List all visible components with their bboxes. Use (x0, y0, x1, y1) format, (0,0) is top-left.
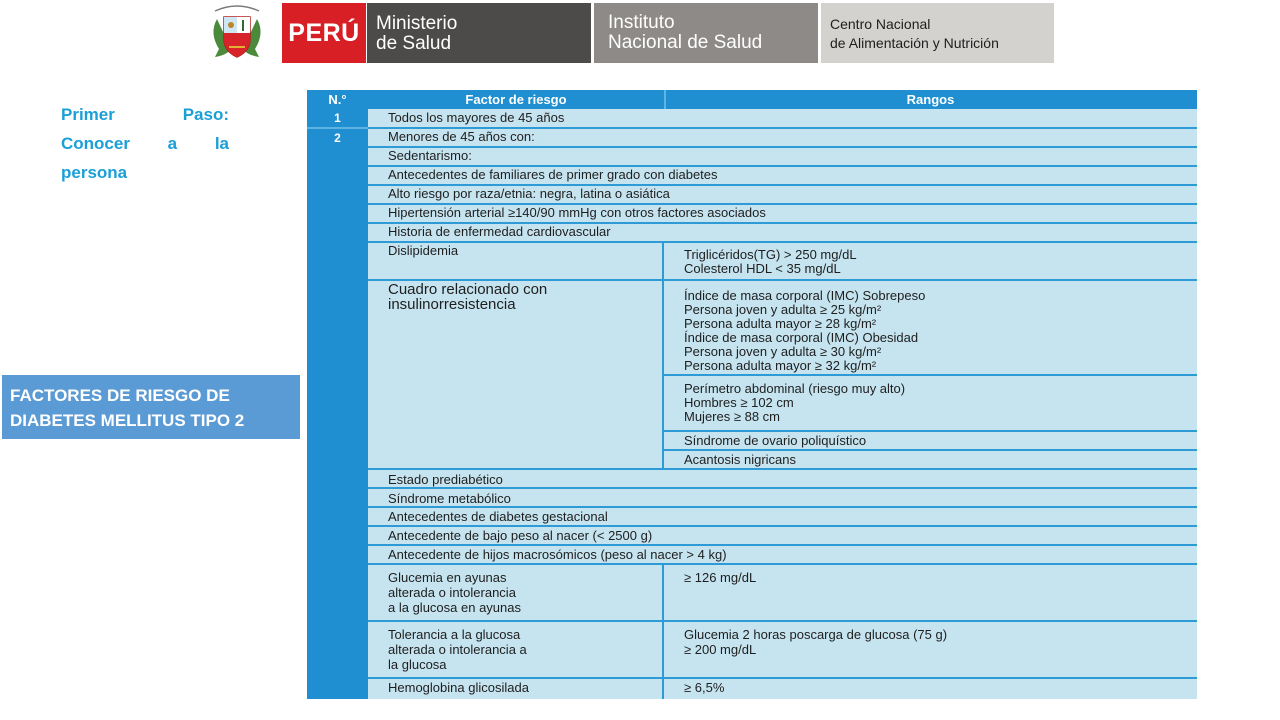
table-cell: Cuadro relacionado con (388, 281, 548, 298)
number-column (307, 109, 368, 699)
range-cell: Colesterol HDL < 35 mg/dL (684, 261, 841, 276)
table-cell: alterada o intolerancia (388, 585, 516, 600)
row-line (368, 487, 1197, 489)
table-cell: Antecedente de hijos macrosómicos (peso al nacer > 4 kg) (388, 547, 727, 562)
range-cell: Persona adulta mayor ≥ 32 kg/m² (684, 358, 877, 373)
table-cell: Historia de enfermedad cardiovascular (388, 224, 611, 239)
header-divider (664, 90, 666, 109)
number-separator (307, 127, 368, 129)
country-label: PERÚ (288, 18, 360, 47)
table-cell: Menores de 45 años con: (388, 129, 535, 144)
center-line-2: de Alimentación y Nutrición (830, 35, 999, 51)
table-header (307, 90, 1197, 109)
range-cell: Mujeres ≥ 88 cm (684, 409, 780, 424)
table-cell: Hipertensión arterial ≥140/90 mmHg con otros factores asociados (388, 205, 766, 220)
institute-logo (594, 3, 818, 63)
table-cell: Hemoglobina glicosilada (388, 680, 529, 695)
step-word: a (167, 134, 178, 153)
peru-logo (282, 3, 366, 63)
table-cell: a la glucosa en ayunas (388, 600, 521, 615)
range-cell: Persona joven y adulta ≥ 25 kg/m² (684, 302, 882, 317)
row-line (368, 241, 1197, 243)
range-cell: Perímetro abdominal (riesgo muy alto) (684, 381, 906, 396)
peru-coat-of-arms-icon (207, 3, 267, 63)
column-divider (662, 563, 664, 699)
header-num: N.° (328, 92, 347, 107)
center-line-1: Centro Nacional (830, 16, 931, 32)
center-logo (821, 3, 1054, 63)
range-cell: Persona adulta mayor ≥ 28 kg/m² (684, 316, 877, 331)
table-cell: Antecedentes de diabetes gestacional (388, 509, 608, 524)
range-cell: Acantosis nigricans (684, 452, 796, 467)
range-cell: Índice de masa corporal (IMC) Obesidad (684, 330, 919, 345)
table-cell: Estado prediabético (388, 472, 503, 487)
row-number: 1 (334, 111, 341, 125)
institute-line-1: Instituto (608, 12, 675, 33)
row-line (368, 468, 1197, 470)
ministry-logo (367, 3, 591, 63)
row-line (368, 563, 1197, 565)
factors-title-line-2: DIABETES MELLITUS TIPO 2 (10, 411, 245, 430)
column-divider (662, 241, 664, 468)
ministry-line-1: Ministerio (376, 13, 458, 34)
table-cell: Síndrome metabólico (388, 491, 511, 506)
factors-title-box (2, 375, 300, 439)
table-cell: Glucemia en ayunas (388, 570, 507, 585)
table-cell: Antecedente de bajo peso al nacer (< 2500 g) (388, 528, 653, 543)
table-cell: Tolerancia a la glucosa (388, 627, 521, 642)
range-cell: Índice de masa corporal (IMC) Sobrepeso (684, 288, 926, 303)
step-word: Paso: (182, 105, 229, 124)
table-cell: Sedentarismo: (388, 148, 472, 163)
range-cell: ≥ 6,5% (684, 680, 725, 695)
step-word: Primer (61, 105, 115, 124)
header-factor: Factor de riesgo (465, 92, 567, 107)
table-cell: Dislipidemia (388, 243, 459, 258)
row-line (368, 544, 1197, 546)
step-word: la (214, 134, 229, 153)
step-title (61, 100, 229, 187)
row-line (662, 449, 1197, 451)
row-line (368, 506, 1197, 508)
table-cell: alterada o intolerancia a (388, 642, 527, 657)
row-line (662, 430, 1197, 432)
table-cell: la glucosa (388, 657, 447, 672)
range-cell: Síndrome de ovario poliquístico (684, 433, 867, 448)
row-number: 2 (334, 131, 341, 145)
header-ranges: Rangos (906, 92, 955, 107)
row-line (368, 677, 1197, 679)
row-line (368, 525, 1197, 527)
range-cell: ≥ 200 mg/dL (684, 642, 757, 657)
row-line (368, 146, 1197, 148)
step-word: persona (61, 163, 128, 182)
ministry-line-2: de Salud (376, 33, 452, 54)
range-cell: Triglicéridos(TG) > 250 mg/dL (684, 247, 857, 262)
range-cell: Hombres ≥ 102 cm (684, 395, 794, 410)
range-cell: ≥ 126 mg/dL (684, 570, 757, 585)
table-cell: Alto riesgo por raza/etnia: negra, latina o asiática (388, 186, 670, 201)
row-line (368, 620, 1197, 622)
institute-line-2: Nacional de Salud (608, 32, 763, 53)
range-cell: Persona joven y adulta ≥ 30 kg/m² (684, 344, 882, 359)
range-cell: Glucemia 2 horas poscarga de glucosa (75 g) (684, 627, 948, 642)
table-cell: Todos los mayores de 45 años (388, 110, 565, 125)
table-cell: Antecedentes de familiares de primer grado con diabetes (388, 167, 718, 182)
risk-factors-table (307, 90, 1197, 699)
table-cell: insulinorresistencia (388, 296, 516, 313)
row-line (662, 374, 1197, 376)
factors-title-line-1: FACTORES DE RIESGO DE (10, 386, 230, 405)
step-word: Conocer (61, 134, 130, 153)
